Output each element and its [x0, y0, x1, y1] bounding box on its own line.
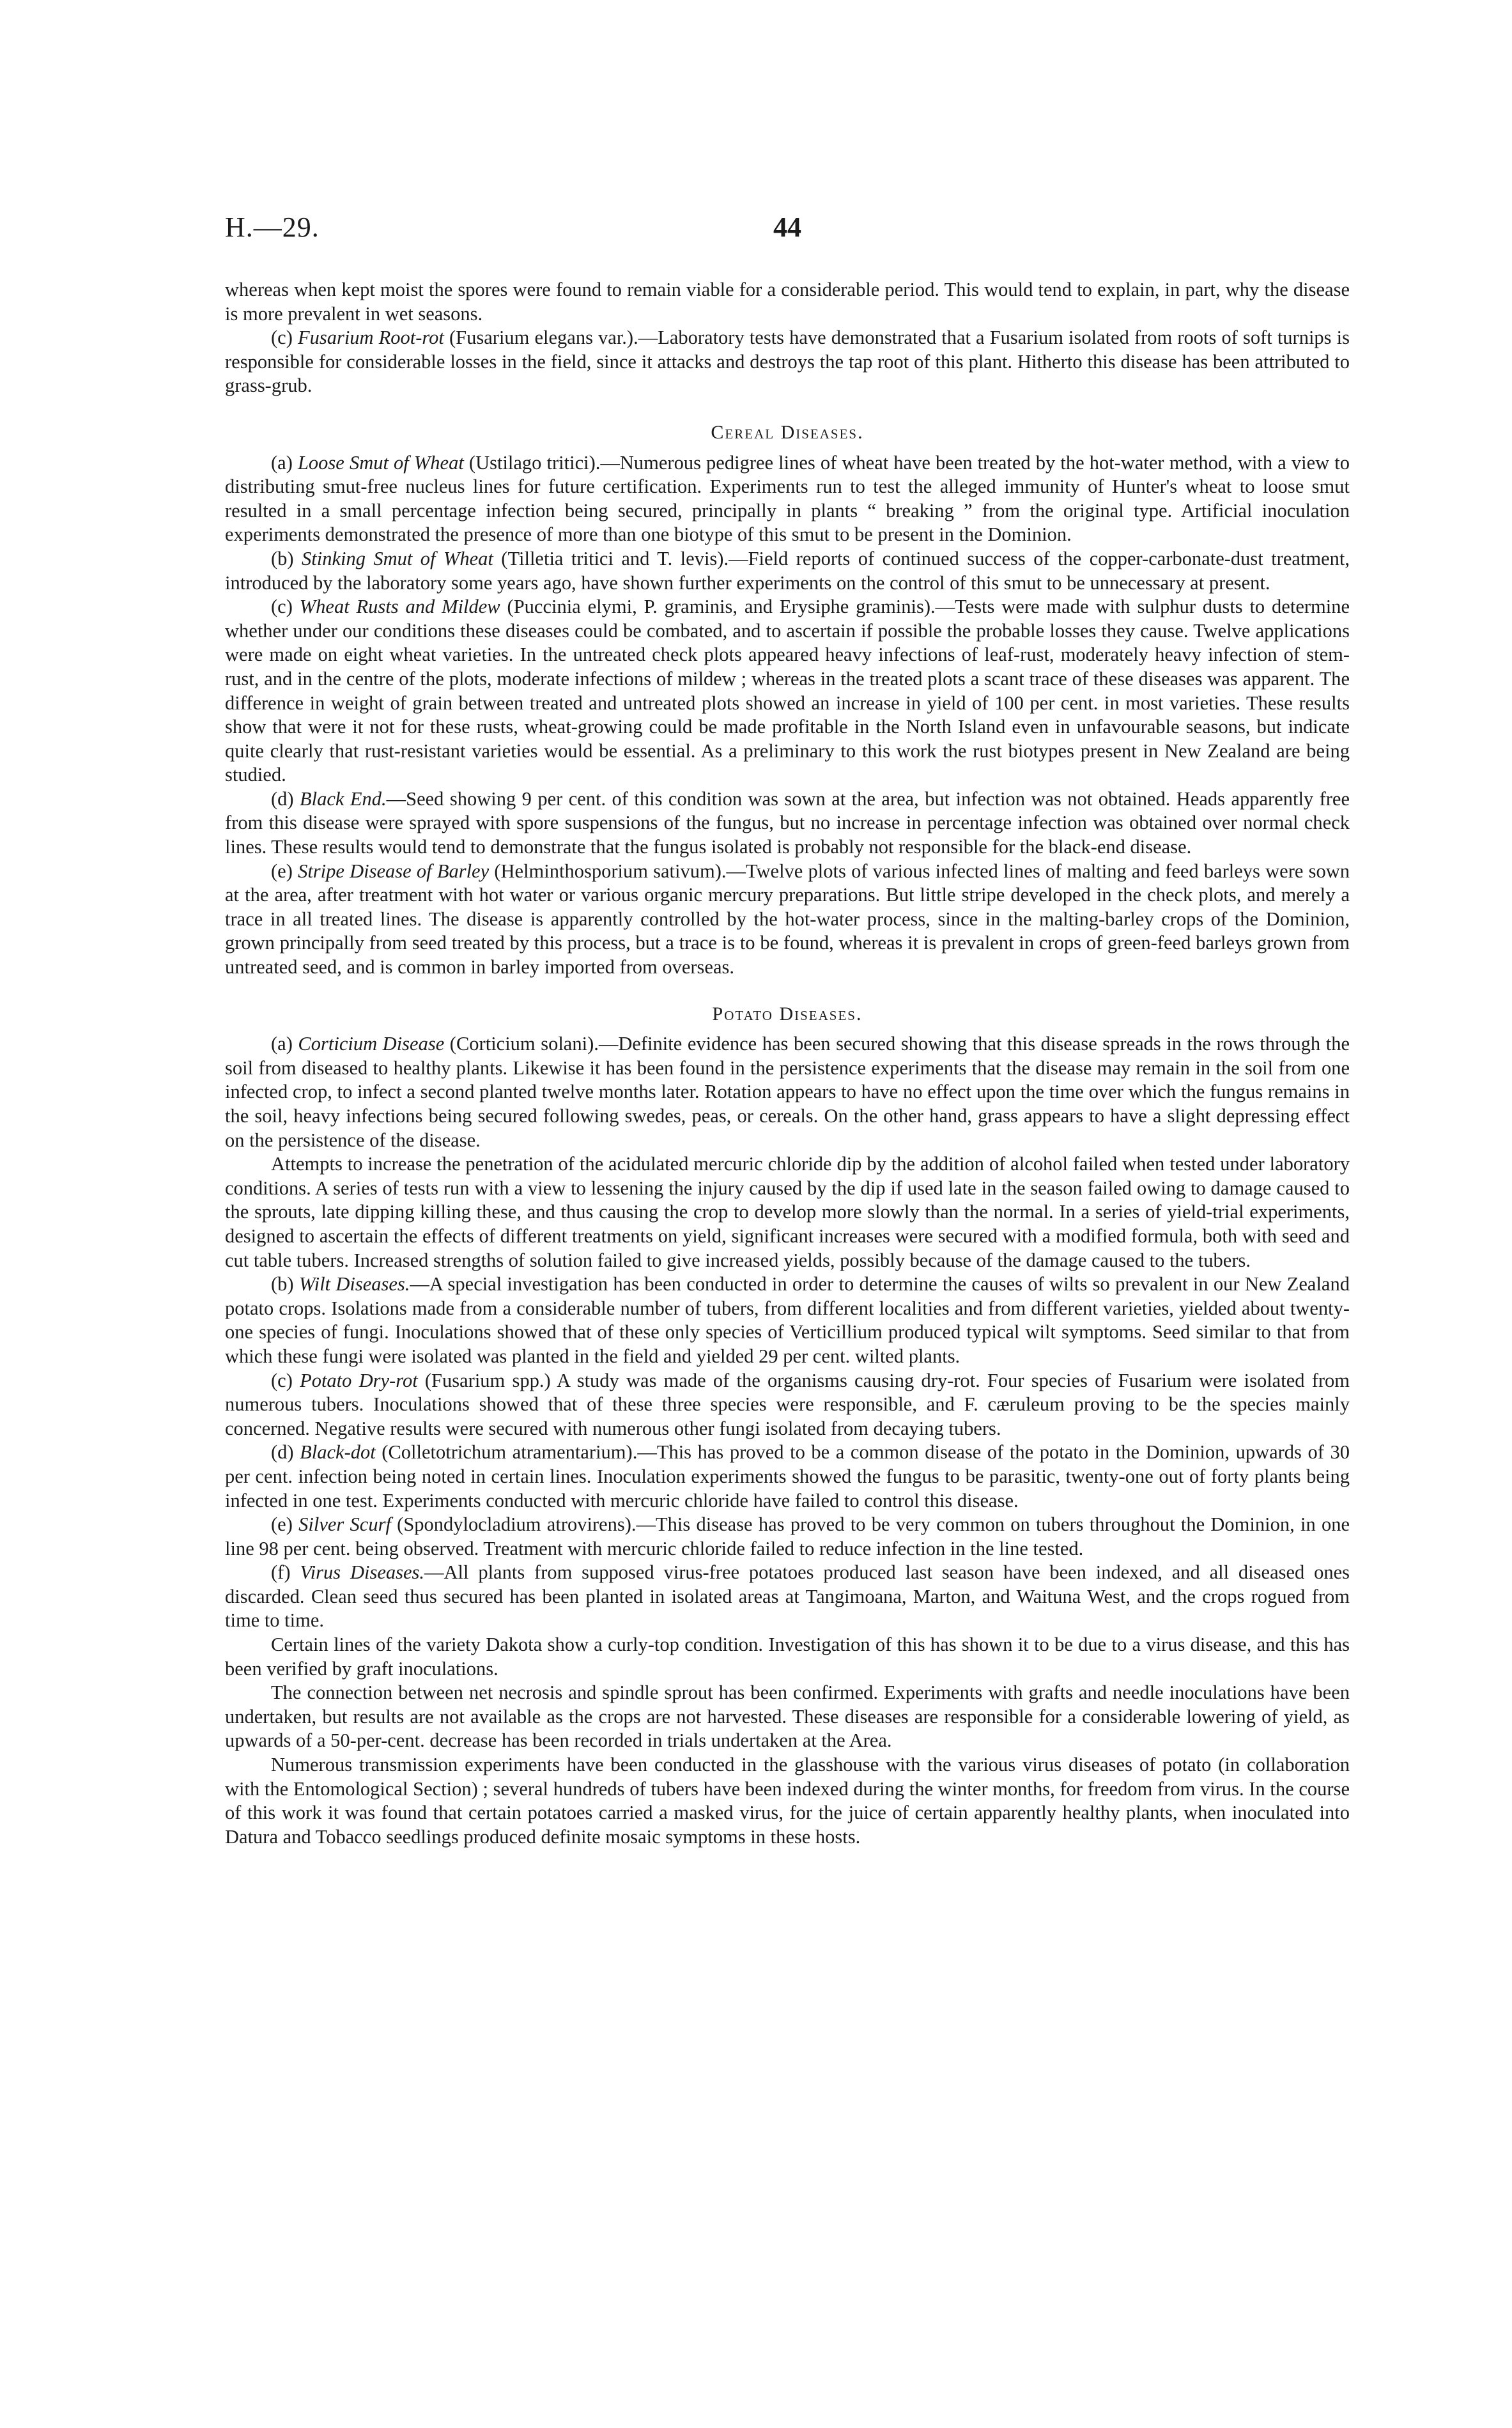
page-number: 44 [773, 212, 801, 243]
potato-paragraph: The connection between net necrosis and spindle sprout has been confirmed. Experiments with grafts and needle inoculations have been undertaken, but results are not available as the crops are not harvested. These diseases are responsible for a considerable lowering of yield, as upwards of a 50-per-cent. decrease has been recorded in trials undertaken at the Area. [225, 1682, 1350, 1752]
potato-diseases-heading: Potato Diseases. [712, 1003, 863, 1025]
potato-paragraph: Numerous transmission experiments have been conducted in the glasshouse with the various virus diseases of potato (in collaboration with the Entomological Section) ; several hundreds of tubers have been indexed during the winter months, for freedom from virus. In the course of this work it was found that certain potatoes carried a masked virus, for the juice of certain apparently healthy plants, when inoculated into Datura and Tobacco seedlings produced definite mosaic symptoms in these hosts. [225, 1754, 1350, 1848]
page-body [225, 278, 1350, 1849]
page-header [225, 211, 1350, 256]
cereal-paragraph: (d) Black End.—Seed showing 9 per cent. of this condition was sown at the area, but infection was not obtained. Heads apparently free from this disease were sprayed with spore suspensions of the fungus, but no increase in percentage infection was obtained over normal check lines. These results would tend to demonstrate that the fungus isolated is probably not responsible for the black-end disease. [225, 787, 1350, 858]
cereal-paragraph: (c) Wheat Rusts and Mildew (Puccinia elymi, P. graminis, and Erysiphe graminis).—Tests were made with sulphur dusts to determine whether under our conditions these diseases could be combated, and to ascertain if possible the probable losses they cause. Twelve applications were made on eight wheat varieties. In the untreated check plots appeared heavy infections of leaf-rust, moderately heavy infection of stem-rust, and in the centre of the plots, moderate infections of mildew ; whereas in the treated plots a scant trace of these diseases was apparent. The difference in weight of grain between treated and untreated plots showed an increase in yield of 100 per cent. in most varieties. These results show that were it not for these rusts, wheat-growing could be made profitable in the North Island even in unfavourable seasons, but indicate quite clearly that rust-resistant varieties would be essential. As a preliminary to this work the rust biotypes present in New Zealand are being studied. [225, 596, 1350, 786]
potato-paragraph: (c) Potato Dry-rot (Fusarium spp.) A study was made of the organisms causing dry-rot. Four species of Fusarium were isolated from numerous tubers. Inoculations showed that of these three species were responsible, and F. cæruleum proving to be the species mainly concerned. Negative results were secured with numerous other fungi isolated from decaying tubers. [225, 1369, 1350, 1439]
potato-paragraph: (b) Wilt Diseases.—A special investigation has been conducted in order to determine the causes of wilts so prevalent in our New Zealand potato crops. Isolations made from a considerable number of tubers, from different localities and from different varieties, yielded about twenty-one species of fungi. Inoculations showed that of these only species of Verticillium produced typical wilt symptoms. Seed similar to that from which these fungi were isolated was planted in the field and yielded 29 per cent. wilted plants. [225, 1273, 1350, 1367]
potato-paragraph: (a) Corticium Disease (Corticium solani).—Definite evidence has been secured showing that this disease spreads in the rows through the soil from diseased to healthy plants. Likewise it has been found in the persistence experiments that the disease may remain in the soil from one infected crop, to infect a second planted twelve months later. Rotation appears to have no effect upon the time over which the fungus remains in the soil, heavy infections being secured following swedes, peas, or cereals. On the other hand, grass appears to have a slight depressing effect on the persistence of the disease. [225, 1033, 1350, 1151]
potato-paragraph: (f) Virus Diseases.—All plants from supposed virus-free potatoes produced last season have been indexed, and all diseased ones discarded. Clean seed thus secured has been planted in isolated areas at Tangimoana, Marton, and Waituna West, and the crops rogued from time to time. [225, 1561, 1350, 1632]
potato-paragraph: (e) Silver Scurf (Spondylocladium atrovirens).—This disease has proved to be very common on tubers throughout the Dominion, in one line 98 per cent. being observed. Treatment with mercuric chloride failed to reduce infection in the line tested. [225, 1513, 1350, 1559]
potato-paragraph: Certain lines of the variety Dakota show a curly-top condition. Investigation of this has shown it to be due to a virus disease, and this has been verified by graft inoculations. [225, 1634, 1350, 1680]
cereal-paragraph: (b) Stinking Smut of Wheat (Tilletia tritici and T. levis).—Field reports of continued success of the copper-carbonate-dust treatment, introduced by the laboratory some years ago, have shown further experiments on the control of this smut to be unnecessary at present. [225, 547, 1350, 594]
cereal-paragraph: (a) Loose Smut of Wheat (Ustilago tritici).—Numerous pedigree lines of wheat have been treated by the hot-water method, with a view to distributing smut-free nucleus lines for future certification. Experiments run to test the alleged immunity of Hunter's wheat to loose smut resulted in a small percentage infection being secured, principally in plants “ breaking ” from the original type. Artificial inoculation experiments demonstrated the presence of more than one biotype of this smut to be present in the Dominion. [225, 451, 1350, 546]
cereal-paragraph: (e) Stripe Disease of Barley (Helminthosporium sativum).—Twelve plots of various infected lines of malting and feed barleys were sown at the area, after treatment with hot water or various organic mercury preparations. But little stripe developed in the check plots, and merely a trace in all treated lines. The disease is apparently controlled by the hot-water process, since in the malting-barley crops of the Dominion, grown principally from seed treated by this process, but a trace is to be found, whereas it is prevalent in crops of green-feed barleys grown from untreated seed, and is common in barley imported from overseas. [225, 860, 1350, 978]
intro-paragraph-fusarium: (c) Fusarium Root-rot (Fusarium elegans var.).—Laboratory tests have demonstrated that a Fusarium isolated from roots of soft turnips is responsible for considerable losses in the field, since it attacks and destroys the tap root of this plant. Hitherto this disease has been attributed to grass-grub. [225, 327, 1350, 397]
potato-paragraph: (d) Black-dot (Colletotrichum atramentarium).—This has proved to be a common disease of the potato in the Dominion, upwards of 30 per cent. infection being noted in certain lines. Inoculation experiments showed the fungus to be parasitic, twenty-one out of forty plants being infected in one test. Experiments conducted with mercuric chloride have failed to control this disease. [225, 1441, 1350, 1512]
potato-paragraph: Attempts to increase the penetration of the acidulated mercuric chloride dip by the addition of alcohol failed when tested under laboratory conditions. A series of tests run with a view to lessening the injury caused by the dip if used late in the season failed owing to damage caused to the sprouts, late dipping killing these, and thus causing the crop to develop more slowly than the normal. In a series of yield-trial experiments, designed to ascertain the effects of different treatments on yield, significant increases were secured with a modified formula, both with seed and cut table tubers. Increased strengths of solution failed to give increased yields, possibly because of the damage caused to the tubers. [225, 1153, 1350, 1271]
intro-paragraph-continued: whereas when kept moist the spores were found to remain viable for a considerable period. This would tend to explain, in part, why the disease is more prevalent in wet seasons. [225, 279, 1350, 325]
cereal-diseases-heading: Cereal Diseases. [711, 421, 864, 443]
report-reference: H.—29. [225, 212, 320, 243]
